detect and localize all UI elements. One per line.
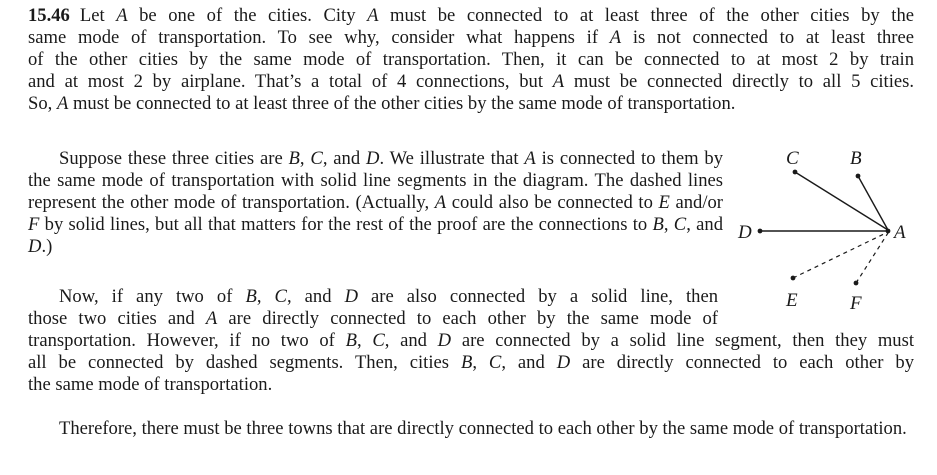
para2-line1: Suppose these three cities are B, C, and D. We illustrate that A is connected to	[59, 148, 656, 169]
para2-line2: them by the same mode of transportation with solid line segments in the diagram.	[28, 148, 723, 191]
solid-edge-a-c	[795, 172, 888, 230]
dashed-edge-a-f	[856, 233, 888, 283]
label-b: B	[850, 148, 862, 169]
connection-diagram	[730, 146, 920, 316]
para3-line2: those two cities and A are directly connected to each other by the same mode of	[28, 308, 718, 329]
paragraph-conclusion	[28, 418, 914, 440]
para1-line2: same mode of transportation. To see why, consider what happens if A is not connected to at least three	[28, 27, 915, 48]
para4-line1: Therefore, there must be three towns that are directly connected to each other by the same mode of	[59, 418, 795, 439]
para2-line3: The dashed lines represent the other mode of transportation. (Actually, A could	[28, 170, 724, 213]
para1-line4: and at most 2 by airplane. That’s a total of 4 connections, but A must be connected directly to all 5 cities.	[28, 71, 914, 92]
problem-number: 15.46	[28, 5, 70, 26]
para1-line3: of the other cities by the same mode of transportation. Then, it can be connected to at most 2 by train	[28, 49, 914, 70]
para3-line5: the same mode of transportation.	[28, 374, 273, 395]
para4-line2: transportation.	[798, 418, 907, 439]
para3-line4: all be connected by dashed segments. Then, cities B, C, and D are directly connected to each other by	[28, 352, 914, 373]
paragraph-suppose	[28, 148, 723, 258]
label-d: D	[738, 222, 752, 243]
vertex-c	[793, 170, 798, 175]
label-a: A	[894, 222, 906, 243]
vertex-a	[886, 229, 891, 234]
solid-edge-a-b	[858, 176, 888, 230]
label-c: C	[786, 148, 799, 169]
para3-line3: transportation. However, if no two of B, C, and D are connected by a solid line segment, then they must	[28, 330, 915, 351]
vertex-b	[856, 174, 861, 179]
paragraph-intro	[28, 5, 914, 115]
para1-line5: So, A must be connected to at least three of the other cities by the same mode of transportation.	[28, 93, 736, 114]
vertex-e	[791, 276, 796, 281]
label-e: E	[786, 290, 798, 311]
vertex-f	[854, 281, 859, 286]
para2-line4: also be connected to E and/or F by solid lines, but all that matters for the rest of	[28, 192, 723, 235]
para3-line1: Now, if any two of B, C, and D are also connected by a solid line, then	[59, 286, 719, 307]
vertex-d	[758, 229, 763, 234]
label-f: F	[850, 293, 862, 314]
para2-line5: the proof are the connections to B, C, and D.)	[28, 214, 723, 257]
para1-line1: Let A be one of the cities. City A must be connected to at least three of the other cities by the	[79, 5, 914, 26]
